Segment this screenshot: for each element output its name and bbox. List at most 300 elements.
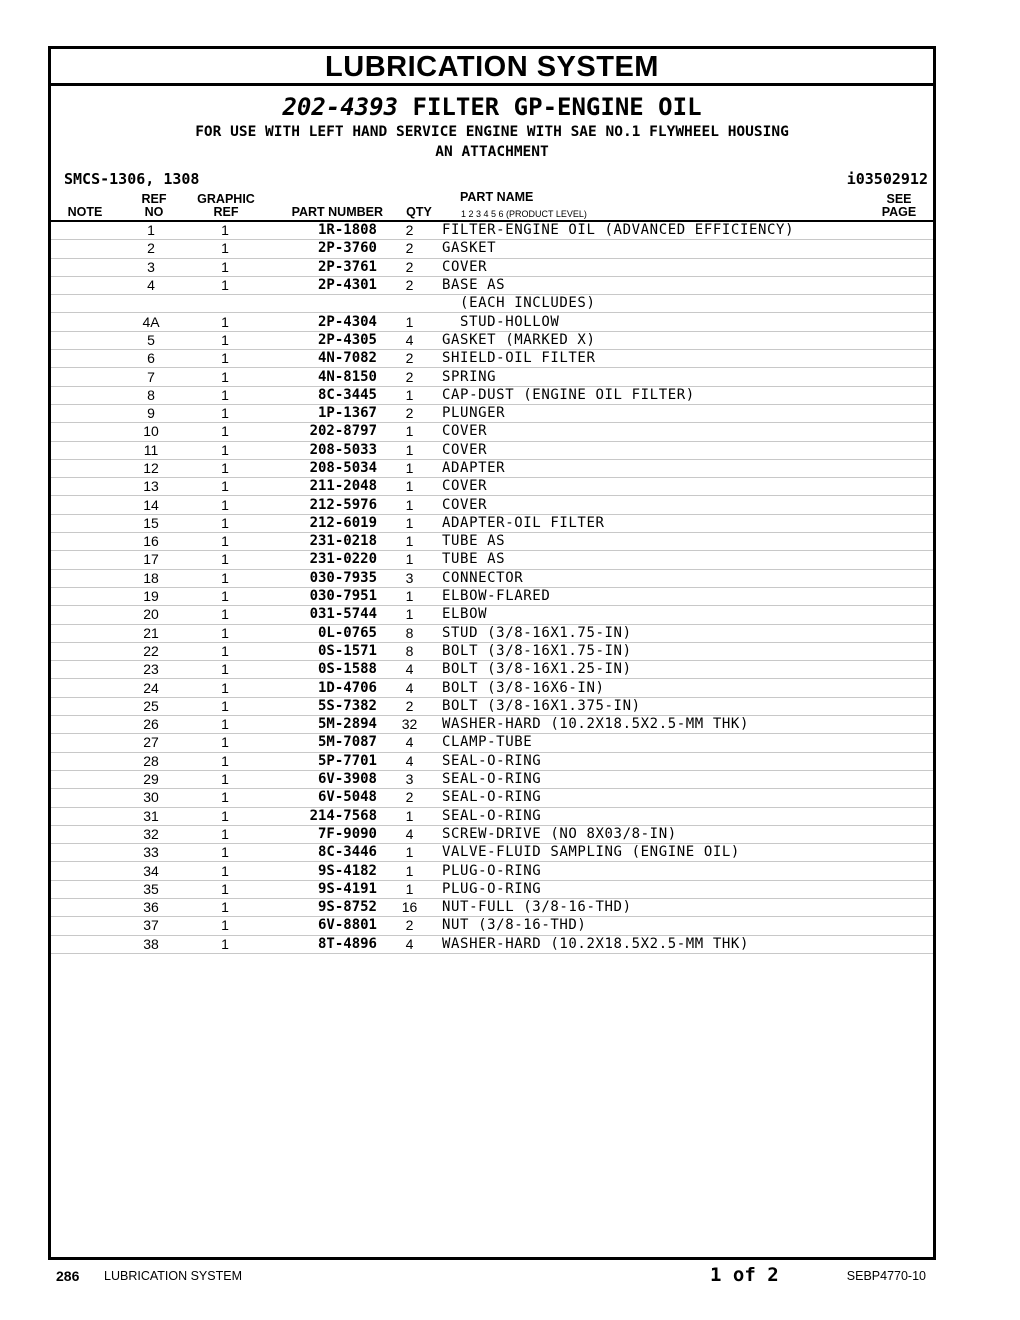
graphic-ref-cell: 1 xyxy=(189,770,261,788)
see-page-cell xyxy=(893,716,933,734)
ref-no-cell: 2 xyxy=(113,240,189,258)
note-cell xyxy=(51,697,113,715)
see-page-cell xyxy=(893,789,933,807)
qty-cell: 1 xyxy=(377,862,442,880)
qty-cell: 1 xyxy=(377,423,442,441)
part-number-cell: 6V-8801 xyxy=(261,917,377,935)
qty-cell: 16 xyxy=(377,898,442,916)
ref-no-cell: 7 xyxy=(113,368,189,386)
part-number-cell: 1P-1367 xyxy=(261,404,377,422)
part-number-cell: 031-5744 xyxy=(261,606,377,624)
ref-no-cell: 38 xyxy=(113,935,189,953)
table-row xyxy=(51,935,933,953)
note-cell xyxy=(51,624,113,642)
part-number-cell: 9S-4191 xyxy=(261,880,377,898)
part-name-cell: COVER xyxy=(442,496,893,514)
part-name-cell: ELBOW-FLARED xyxy=(442,587,893,605)
part-name-cell: CONNECTOR xyxy=(442,569,893,587)
part-name-cell: FILTER-ENGINE OIL (ADVANCED EFFICIENCY) xyxy=(442,222,893,240)
part-number-cell: 8T-4896 xyxy=(261,935,377,953)
see-page-cell xyxy=(893,898,933,916)
column-headers xyxy=(51,192,933,222)
see-page-cell xyxy=(893,258,933,276)
graphic-ref-cell: 1 xyxy=(189,844,261,862)
ref-no-cell: 11 xyxy=(113,441,189,459)
group-subtitle-line2: AN ATTACHMENT xyxy=(435,144,549,160)
qty-cell: 1 xyxy=(377,514,442,532)
note-cell xyxy=(51,258,113,276)
part-name-cell: TUBE AS xyxy=(442,533,893,551)
note-cell xyxy=(51,752,113,770)
note-cell xyxy=(51,313,113,331)
ref-no-cell: 30 xyxy=(113,789,189,807)
col-part-number: PART NUMBER xyxy=(291,205,383,219)
qty-cell: 2 xyxy=(377,276,442,294)
graphic-ref-cell: 1 xyxy=(189,350,261,368)
see-page-cell xyxy=(893,825,933,843)
ref-no-cell: 4A xyxy=(113,313,189,331)
ref-no-cell: 37 xyxy=(113,917,189,935)
smcs-row xyxy=(51,170,933,192)
part-name-cell: SCREW-DRIVE (NO 8X03/8-IN) xyxy=(442,825,893,843)
parts-table xyxy=(51,222,933,954)
note-cell xyxy=(51,880,113,898)
col-note: NOTE xyxy=(67,205,103,219)
col-ref-no xyxy=(136,193,172,219)
ref-no-cell: 8 xyxy=(113,386,189,404)
table-row xyxy=(51,331,933,349)
part-number-cell: 030-7951 xyxy=(261,587,377,605)
table-row xyxy=(51,368,933,386)
graphic-ref-cell: 1 xyxy=(189,624,261,642)
see-page-cell xyxy=(893,587,933,605)
part-name-cell: SEAL-O-RING xyxy=(442,807,893,825)
qty-cell: 4 xyxy=(377,752,442,770)
note-cell xyxy=(51,404,113,422)
table-row xyxy=(51,496,933,514)
part-name-cell: CLAMP-TUBE xyxy=(442,734,893,752)
note-cell xyxy=(51,423,113,441)
table-row xyxy=(51,661,933,679)
see-page-cell xyxy=(893,441,933,459)
ref-no-cell: 29 xyxy=(113,770,189,788)
note-cell xyxy=(51,606,113,624)
footer-section: LUBRICATION SYSTEM xyxy=(104,1269,242,1283)
graphic-ref-cell: 1 xyxy=(189,789,261,807)
table-row xyxy=(51,533,933,551)
graphic-ref-cell: 1 xyxy=(189,514,261,532)
note-cell xyxy=(51,222,113,240)
ref-no-cell: 33 xyxy=(113,844,189,862)
qty-cell: 4 xyxy=(377,331,442,349)
ref-no-cell: 9 xyxy=(113,404,189,422)
ref-no-cell: 6 xyxy=(113,350,189,368)
qty-cell: 2 xyxy=(377,222,442,240)
see-page-cell xyxy=(893,642,933,660)
part-number-cell: 2P-4301 xyxy=(261,276,377,294)
ref-no-cell: 28 xyxy=(113,752,189,770)
see-page-cell xyxy=(893,404,933,422)
table-row xyxy=(51,734,933,752)
qty-cell: 1 xyxy=(377,844,442,862)
ref-no-cell: 19 xyxy=(113,587,189,605)
graphic-ref-cell xyxy=(189,295,261,313)
ref-no-cell: 12 xyxy=(113,459,189,477)
note-cell xyxy=(51,825,113,843)
qty-cell xyxy=(377,295,442,313)
qty-cell: 2 xyxy=(377,350,442,368)
see-page-cell xyxy=(893,880,933,898)
graphic-ref-cell: 1 xyxy=(189,222,261,240)
see-page-cell xyxy=(893,514,933,532)
col-ref-line2: NO xyxy=(144,205,164,219)
part-number-cell: 4N-8150 xyxy=(261,368,377,386)
col-graphic-line2: REF xyxy=(213,205,239,219)
ref-no-cell: 26 xyxy=(113,716,189,734)
qty-cell: 4 xyxy=(377,679,442,697)
table-row xyxy=(51,862,933,880)
qty-cell: 1 xyxy=(377,551,442,569)
col-qty: QTY xyxy=(406,205,432,219)
part-name-cell: COVER xyxy=(442,258,893,276)
part-name-cell: BOLT (3/8-16X6-IN) xyxy=(442,679,893,697)
col-graphic-ref xyxy=(191,193,261,219)
graphic-ref-cell: 1 xyxy=(189,386,261,404)
ref-no-cell: 23 xyxy=(113,661,189,679)
note-cell xyxy=(51,533,113,551)
part-number-cell: 214-7568 xyxy=(261,807,377,825)
graphic-ref-cell: 1 xyxy=(189,478,261,496)
note-cell xyxy=(51,734,113,752)
part-name-cell: NUT (3/8-16-THD) xyxy=(442,917,893,935)
part-number-cell: 0S-1571 xyxy=(261,642,377,660)
note-cell xyxy=(51,716,113,734)
table-row xyxy=(51,478,933,496)
part-number-cell: 8C-3446 xyxy=(261,844,377,862)
table-row xyxy=(51,789,933,807)
qty-cell: 1 xyxy=(377,880,442,898)
part-name-cell: VALVE-FLUID SAMPLING (ENGINE OIL) xyxy=(442,844,893,862)
group-title xyxy=(51,92,933,122)
part-number-cell: 4N-7082 xyxy=(261,350,377,368)
table-row xyxy=(51,240,933,258)
note-cell xyxy=(51,459,113,477)
part-number-cell: 030-7935 xyxy=(261,569,377,587)
note-cell xyxy=(51,898,113,916)
note-cell xyxy=(51,862,113,880)
table-row xyxy=(51,551,933,569)
graphic-ref-cell: 1 xyxy=(189,258,261,276)
note-cell xyxy=(51,844,113,862)
note-cell xyxy=(51,770,113,788)
ref-no-cell: 27 xyxy=(113,734,189,752)
part-number-cell: 7F-9090 xyxy=(261,825,377,843)
part-name-cell: PLUNGER xyxy=(442,404,893,422)
note-cell xyxy=(51,240,113,258)
see-page-cell xyxy=(893,679,933,697)
part-number-cell: 231-0218 xyxy=(261,533,377,551)
qty-cell: 32 xyxy=(377,716,442,734)
part-number-cell: 1D-4706 xyxy=(261,679,377,697)
part-number-cell: 231-0220 xyxy=(261,551,377,569)
see-page-cell xyxy=(893,295,933,313)
qty-cell: 1 xyxy=(377,807,442,825)
part-number-cell: 2P-3760 xyxy=(261,240,377,258)
note-cell xyxy=(51,789,113,807)
graphic-ref-cell: 1 xyxy=(189,716,261,734)
note-cell xyxy=(51,496,113,514)
part-name-cell: ELBOW xyxy=(442,606,893,624)
qty-cell: 2 xyxy=(377,917,442,935)
part-number-cell: 6V-3908 xyxy=(261,770,377,788)
qty-cell: 1 xyxy=(377,606,442,624)
graphic-ref-cell: 1 xyxy=(189,752,261,770)
note-cell xyxy=(51,386,113,404)
see-page-cell xyxy=(893,734,933,752)
part-name-cell: SEAL-O-RING xyxy=(442,770,893,788)
part-number-cell: 2P-4304 xyxy=(261,313,377,331)
col-ref-line1: REF xyxy=(141,192,167,206)
part-name-cell: WASHER-HARD (10.2X18.5X2.5-MM THK) xyxy=(442,935,893,953)
part-name-cell: BASE AS xyxy=(442,276,893,294)
graphic-ref-cell: 1 xyxy=(189,825,261,843)
ref-no-cell: 35 xyxy=(113,880,189,898)
see-page-cell xyxy=(893,624,933,642)
col-part-name: PART NAME xyxy=(460,190,534,204)
table-row xyxy=(51,807,933,825)
table-row xyxy=(51,313,933,331)
table-row xyxy=(51,770,933,788)
note-cell xyxy=(51,935,113,953)
see-page-cell xyxy=(893,276,933,294)
see-page-cell xyxy=(893,368,933,386)
graphic-ref-cell: 1 xyxy=(189,606,261,624)
note-cell xyxy=(51,368,113,386)
part-name-cell: CAP-DUST (ENGINE OIL FILTER) xyxy=(442,386,893,404)
part-number-cell: 9S-8752 xyxy=(261,898,377,916)
part-name-cell: SHIELD-OIL FILTER xyxy=(442,350,893,368)
col-see-line1: SEE xyxy=(886,192,912,206)
see-page-cell xyxy=(893,386,933,404)
note-cell xyxy=(51,569,113,587)
table-row xyxy=(51,514,933,532)
table-row xyxy=(51,386,933,404)
qty-cell: 2 xyxy=(377,258,442,276)
table-row xyxy=(51,697,933,715)
qty-cell: 1 xyxy=(377,441,442,459)
graphic-ref-cell: 1 xyxy=(189,935,261,953)
part-number-cell: 0S-1588 xyxy=(261,661,377,679)
graphic-ref-cell: 1 xyxy=(189,642,261,660)
part-number-cell: 6V-5048 xyxy=(261,789,377,807)
table-row xyxy=(51,404,933,422)
part-name-cell: TUBE AS xyxy=(442,551,893,569)
table-row xyxy=(51,350,933,368)
section-title: LUBRICATION SYSTEM xyxy=(51,49,933,86)
part-number-cell: 5M-2894 xyxy=(261,716,377,734)
note-cell xyxy=(51,661,113,679)
part-number-cell: 208-5033 xyxy=(261,441,377,459)
qty-cell: 1 xyxy=(377,533,442,551)
page-footer xyxy=(56,1264,930,1288)
qty-cell: 1 xyxy=(377,478,442,496)
note-cell xyxy=(51,295,113,313)
see-page-cell xyxy=(893,935,933,953)
part-name-cell: WASHER-HARD (10.2X18.5X2.5-MM THK) xyxy=(442,716,893,734)
ref-no-cell: 22 xyxy=(113,642,189,660)
ref-no-cell: 17 xyxy=(113,551,189,569)
ref-no-cell: 20 xyxy=(113,606,189,624)
part-number-cell: 5P-7701 xyxy=(261,752,377,770)
group-subtitle-line1: FOR USE WITH LEFT HAND SERVICE ENGINE WITH SAE NO.1 FLYWHEEL HOUSING xyxy=(195,124,789,140)
note-cell xyxy=(51,642,113,660)
qty-cell: 4 xyxy=(377,825,442,843)
qty-cell: 4 xyxy=(377,935,442,953)
page-number: 286 xyxy=(56,1268,80,1284)
table-row xyxy=(51,917,933,935)
note-cell xyxy=(51,350,113,368)
see-page-cell xyxy=(893,606,933,624)
graphic-ref-cell: 1 xyxy=(189,240,261,258)
table-row xyxy=(51,222,933,240)
qty-cell: 2 xyxy=(377,697,442,715)
qty-cell: 4 xyxy=(377,734,442,752)
ref-no-cell: 4 xyxy=(113,276,189,294)
qty-cell: 1 xyxy=(377,587,442,605)
see-page-cell xyxy=(893,844,933,862)
part-number-cell: 212-5976 xyxy=(261,496,377,514)
see-page-cell xyxy=(893,551,933,569)
ref-no-cell: 34 xyxy=(113,862,189,880)
ref-no-cell: 10 xyxy=(113,423,189,441)
table-row xyxy=(51,898,933,916)
graphic-ref-cell: 1 xyxy=(189,404,261,422)
table-row xyxy=(51,606,933,624)
parts-page-frame xyxy=(48,46,936,1260)
see-page-cell xyxy=(893,807,933,825)
see-page-cell xyxy=(893,222,933,240)
part-name-cell: STUD-HOLLOW xyxy=(442,313,893,331)
graphic-ref-cell: 1 xyxy=(189,368,261,386)
table-row xyxy=(51,276,933,294)
note-cell xyxy=(51,551,113,569)
graphic-ref-cell: 1 xyxy=(189,661,261,679)
part-number-cell: 2P-4305 xyxy=(261,331,377,349)
table-row xyxy=(51,295,933,313)
ref-no-cell: 31 xyxy=(113,807,189,825)
see-page-cell xyxy=(893,496,933,514)
part-number-cell: 1R-1808 xyxy=(261,222,377,240)
part-name-cell: BOLT (3/8-16X1.375-IN) xyxy=(442,697,893,715)
see-page-cell xyxy=(893,770,933,788)
table-row xyxy=(51,844,933,862)
table-row xyxy=(51,587,933,605)
qty-cell: 8 xyxy=(377,642,442,660)
note-cell xyxy=(51,276,113,294)
col-graphic-line1: GRAPHIC xyxy=(197,192,255,206)
part-name-cell: NUT-FULL (3/8-16-THD) xyxy=(442,898,893,916)
group-number: 202-4393 xyxy=(282,93,399,121)
table-row xyxy=(51,569,933,587)
graphic-ref-cell: 1 xyxy=(189,807,261,825)
table-row xyxy=(51,752,933,770)
note-cell xyxy=(51,441,113,459)
qty-cell: 1 xyxy=(377,496,442,514)
part-number-cell: 8C-3445 xyxy=(261,386,377,404)
graphic-ref-cell: 1 xyxy=(189,569,261,587)
illustration-id: i03502912 xyxy=(846,170,928,188)
note-cell xyxy=(51,514,113,532)
see-page-cell xyxy=(893,862,933,880)
graphic-ref-cell: 1 xyxy=(189,331,261,349)
col-see-page xyxy=(877,193,921,219)
graphic-ref-cell: 1 xyxy=(189,679,261,697)
graphic-ref-cell: 1 xyxy=(189,313,261,331)
see-page-cell xyxy=(893,752,933,770)
graphic-ref-cell: 1 xyxy=(189,551,261,569)
see-page-cell xyxy=(893,697,933,715)
graphic-ref-cell: 1 xyxy=(189,697,261,715)
part-number-cell xyxy=(261,295,377,313)
qty-cell: 8 xyxy=(377,624,442,642)
table-row xyxy=(51,642,933,660)
note-cell xyxy=(51,331,113,349)
graphic-ref-cell: 1 xyxy=(189,898,261,916)
ref-no-cell: 24 xyxy=(113,679,189,697)
part-number-cell: 211-2048 xyxy=(261,478,377,496)
note-cell xyxy=(51,917,113,935)
qty-cell: 1 xyxy=(377,386,442,404)
see-page-cell xyxy=(893,569,933,587)
ref-no-cell: 14 xyxy=(113,496,189,514)
graphic-ref-cell: 1 xyxy=(189,423,261,441)
see-page-cell xyxy=(893,423,933,441)
table-row xyxy=(51,880,933,898)
table-row xyxy=(51,423,933,441)
graphic-ref-cell: 1 xyxy=(189,533,261,551)
ref-no-cell: 13 xyxy=(113,478,189,496)
ref-no-cell: 1 xyxy=(113,222,189,240)
qty-cell: 2 xyxy=(377,404,442,422)
table-row xyxy=(51,258,933,276)
table-row xyxy=(51,825,933,843)
see-page-cell xyxy=(893,240,933,258)
graphic-ref-cell: 1 xyxy=(189,862,261,880)
part-name-cell: BOLT (3/8-16X1.25-IN) xyxy=(442,661,893,679)
part-name-cell: STUD (3/8-16X1.75-IN) xyxy=(442,624,893,642)
graphic-ref-cell: 1 xyxy=(189,917,261,935)
smcs-code: SMCS-1306, 1308 xyxy=(64,170,200,188)
note-cell xyxy=(51,807,113,825)
note-cell xyxy=(51,587,113,605)
graphic-ref-cell: 1 xyxy=(189,587,261,605)
col-product-level: 1 2 3 4 5 6 (PRODUCT LEVEL) xyxy=(461,209,587,219)
part-name-cell: (EACH INCLUDES) xyxy=(442,295,893,313)
part-number-cell: 0L-0765 xyxy=(261,624,377,642)
part-name-cell: GASKET (MARKED X) xyxy=(442,331,893,349)
see-page-cell xyxy=(893,661,933,679)
graphic-ref-cell: 1 xyxy=(189,734,261,752)
col-see-line2: PAGE xyxy=(881,205,917,219)
ref-no-cell: 25 xyxy=(113,697,189,715)
graphic-ref-cell: 1 xyxy=(189,459,261,477)
note-cell xyxy=(51,679,113,697)
table-row xyxy=(51,624,933,642)
see-page-cell xyxy=(893,313,933,331)
graphic-ref-cell: 1 xyxy=(189,880,261,898)
ref-no-cell: 5 xyxy=(113,331,189,349)
part-name-cell: GASKET xyxy=(442,240,893,258)
